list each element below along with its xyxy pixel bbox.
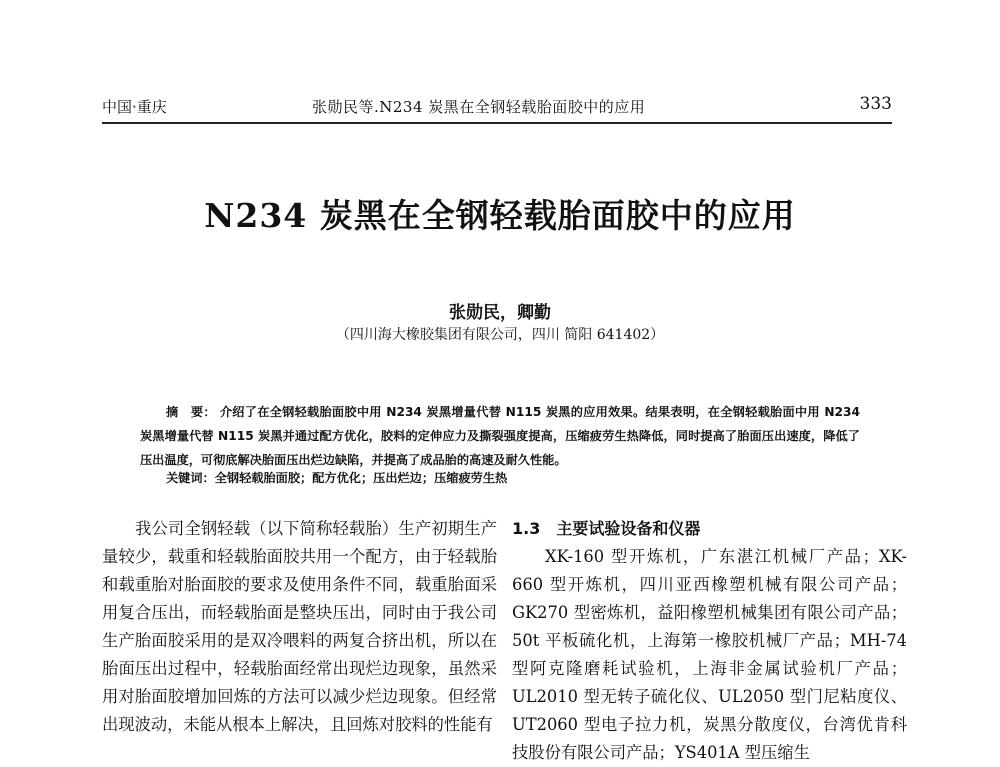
body-right-column [512, 515, 907, 767]
paper-authors: 张勋民，卿勤 [449, 303, 551, 323]
keywords-text: 全钢轻载胎面胶；配方优化；压出烂边；压缩疲劳生热 [214, 471, 508, 485]
equipment-paragraph: XK-160 型开炼机，广东湛江机械厂产品；XK-660 型开炼机，四川亚西橡塑机械有限公司产品；GK270 型密炼机，益阳橡塑机械集团有限公司产品；50t 平板硫化机，上海第一橡胶机械厂产品；MH-74 型阿克隆磨耗试验机，上海非金属试验机厂产品；UL2010 型无转子硫化仪、UL2050 型门尼粘度仪、UT2060 型电子拉力机，炭黑分散度仪，台湾优肯科技股份有限公司产品；YS401A 型压缩生 [512, 547, 907, 762]
running-header [102, 92, 892, 124]
header-conference-location: 中国·重庆 [102, 98, 167, 116]
intro-paragraph: 我公司全钢轻载（以下简称轻载胎）生产初期生产量较少，载重和轻载胎面胶共用一个配方，由于轻载胎和载重胎对胎面胶的要求及使用条件不同，载重胎面采用复合压出，而轻载胎面是整块压出，同时由于我公司生产胎面胶采用的是双冷喂料的两复合挤出机，所以在胎面压出过程中，轻载胎面经常出现烂边现象，虽然采用对胎面胶增加回炼的方法可以减少烂边现象。但经常出现波动，未能从根本上解决，且回炼对胶料的性能有 [102, 519, 497, 734]
header-article-citation: 张勋民等.N234 炭黑在全钢轻载胎面胶中的应用 [312, 98, 646, 116]
paper-title: N234 炭黑在全钢轻载胎面胶中的应用 [204, 196, 796, 235]
body-left-column [102, 515, 497, 739]
section-heading: 1.3 主要试验设备和仪器 [512, 519, 701, 538]
paper-affiliation: （四川海大橡胶集团有限公司，四川 简阳 641402） [335, 327, 665, 343]
keywords [166, 466, 860, 490]
abstract [140, 400, 860, 472]
abstract-label: 摘 要： [166, 405, 216, 419]
abstract-text: 介绍了在全钢轻载胎面胶中用 N234 炭黑增量代替 N115 炭黑的应用效果。结果表明，在全钢轻载胎面中用 N234 炭黑增量代替 N115 炭黑并通过配方优化，胶料的定伸应力及撕裂强度提高，压缩疲劳生热降低，同时提高了胎面压出速度，降低了压出温度，可彻底解决胎面压出烂边缺陷，并提高了成品胎的高速及耐久性能。 [140, 405, 860, 467]
header-page-number: 333 [859, 94, 892, 114]
keywords-label: 关键词： [166, 471, 215, 485]
